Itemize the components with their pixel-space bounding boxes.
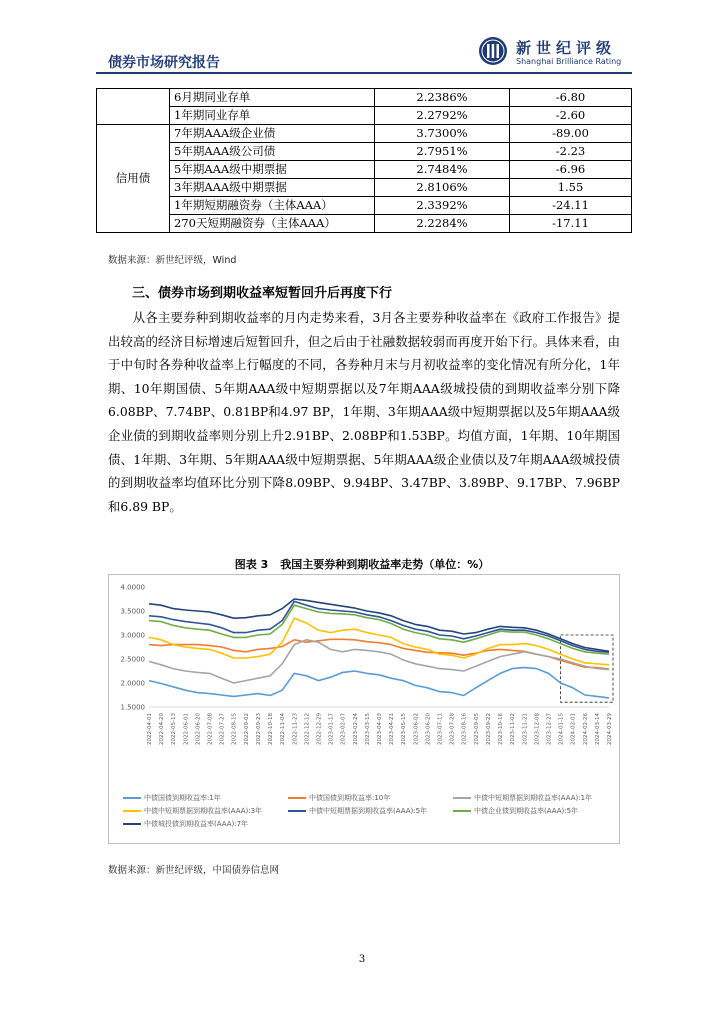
figure-caption (0, 556, 724, 572)
yield-change-cell: -2.23 (510, 143, 632, 161)
x-tick-label: 2024-02-26 (582, 713, 589, 745)
company-logo (478, 36, 628, 72)
bond-name-cell: 5年期AAA级中期票据 (170, 161, 375, 179)
bond-name-cell: 3年期AAA级中期票据 (170, 179, 375, 197)
table-row (97, 215, 632, 233)
yield-value-cell: 3.7300% (375, 125, 510, 143)
report-header-title: 债券市场研究报告 (108, 55, 220, 71)
bond-name-cell: 6月期同业存单 (170, 89, 375, 107)
bond-name-cell: 1年期同业存单 (170, 107, 375, 125)
x-tick-label: 2023-09-05 (473, 713, 480, 745)
legend-swatch (123, 797, 141, 799)
category-cell (97, 89, 170, 125)
x-tick-label: 2022-08-15 (231, 713, 238, 745)
x-tick-label: 2023-01-17 (328, 713, 335, 745)
x-tick-label: 2023-07-28 (449, 713, 456, 745)
legend-entry (453, 793, 592, 803)
bond-name-cell: 5年期AAA级公司债 (170, 143, 375, 161)
yield-value-cell: 2.7951% (375, 143, 510, 161)
x-tick-label: 2023-11-21 (522, 713, 529, 745)
x-tick-label: 2023-07-11 (437, 713, 444, 745)
legend-swatch (288, 810, 306, 812)
x-tick-label: 2023-05-15 (401, 713, 408, 745)
legend-label: 中债国债到期收益率:10年 (309, 794, 391, 802)
legend-label: 中债企业债到期收益率(AAA):5年 (474, 807, 579, 815)
y-tick-label: 1.5000 (120, 703, 145, 712)
legend-swatch (453, 797, 471, 799)
legend-label: 中债中短期票据到期收益率(AAA):1年 (474, 794, 593, 802)
x-tick-label: 2022-09-02 (243, 713, 250, 745)
logo-chinese-name: 新世纪评级 (516, 39, 617, 57)
figure-label: 图表 3 (234, 558, 269, 571)
x-tick-label: 2023-12-08 (534, 713, 541, 745)
yield-change-cell: -6.80 (510, 89, 632, 107)
legend-label: 中债国债到期收益率:1年 (144, 794, 221, 802)
y-tick-label: 3.0000 (120, 631, 145, 640)
yield-value-cell: 2.7484% (375, 161, 510, 179)
x-tick-label: 2023-03-15 (364, 713, 371, 745)
category-cell: 信用债 (97, 125, 170, 233)
section-heading: 三、债券市场到期收益率短暂回升后再度下行 (132, 286, 393, 301)
page-number: 3 (358, 954, 366, 965)
legend-entry (123, 819, 248, 829)
series-line (149, 668, 609, 698)
legend-swatch (288, 797, 306, 799)
x-tick-label: 2023-06-02 (413, 713, 420, 745)
legend-entry (453, 806, 578, 816)
legend-swatch (123, 823, 141, 825)
x-tick-label: 2022-11-23 (292, 713, 299, 745)
x-tick-label: 2022-05-13 (171, 713, 178, 745)
yield-table (96, 88, 632, 233)
legend-swatch (123, 810, 141, 812)
x-tick-label: 2024-03-29 (607, 713, 613, 745)
yield-value-cell: 2.2284% (375, 215, 510, 233)
legend-entry (288, 793, 390, 803)
table-row (97, 161, 632, 179)
table-row (97, 143, 632, 161)
legend-entry (123, 793, 221, 803)
yield-change-cell: -2.60 (510, 107, 632, 125)
yield-value-cell: 2.8106% (375, 179, 510, 197)
x-tick-label: 2024-01-15 (558, 713, 565, 745)
yield-change-cell: -24.11 (510, 197, 632, 215)
x-tick-label: 2023-11-02 (510, 713, 517, 745)
y-tick-label: 2.5000 (120, 655, 145, 664)
yield-value-cell: 2.2386% (375, 89, 510, 107)
legend-label: 中债中短期票据到期收益率(AAA):3年 (144, 807, 263, 815)
x-tick-label: 2022-10-18 (268, 713, 275, 745)
x-tick-label: 2024-03-14 (594, 713, 601, 745)
x-tick-label: 2023-02-24 (352, 713, 359, 745)
legend-swatch (453, 810, 471, 812)
table-data-source: 数据来源：新世纪评级，Wind (108, 255, 237, 266)
yield-change-cell: -17.11 (510, 215, 632, 233)
table-row (97, 89, 632, 107)
x-tick-label: 2023-09-22 (485, 713, 492, 745)
table-row (97, 179, 632, 197)
header-divider (96, 72, 632, 74)
table-row (97, 125, 632, 143)
yield-value-cell: 2.3392% (375, 197, 510, 215)
x-tick-label: 2023-10-16 (498, 713, 505, 745)
bond-name-cell: 7年期AAA级企业债 (170, 125, 375, 143)
x-tick-label: 2022-04-01 (147, 713, 153, 745)
series-line (149, 601, 609, 652)
x-tick-label: 2023-04-03 (377, 713, 383, 745)
x-tick-label: 2022-06-01 (183, 713, 190, 745)
yield-change-cell: -6.96 (510, 161, 632, 179)
table-row (97, 107, 632, 125)
brilliance-logo-icon (478, 36, 508, 66)
x-tick-label: 2024-02-01 (570, 713, 577, 745)
legend-label: 中债城投债到期收益率(AAA):7年 (144, 820, 249, 828)
x-tick-label: 2023-06-20 (425, 713, 432, 745)
x-tick-label: 2022-06-20 (195, 713, 202, 745)
x-tick-label: 2023-02-07 (340, 713, 347, 745)
table-row (97, 197, 632, 215)
yield-trend-chart (108, 574, 620, 844)
bond-name-cell: 270天短期融资券（主体AAA） (170, 215, 375, 233)
series-line (149, 618, 609, 665)
x-tick-label: 2022-11-04 (280, 713, 287, 745)
legend-entry (123, 806, 262, 816)
yield-change-cell: -89.00 (510, 125, 632, 143)
yield-value-cell: 2.2792% (375, 107, 510, 125)
y-tick-label: 4.0000 (120, 583, 145, 592)
body-paragraph: 从各主要券种到期收益率的月内走势来看，3月各主要券种收益率在《政府工作报告》提出较高的经济目标增速后短暂回升，但之后由于社融数据较弱而再度开始下行。具体来看，由于中旬时各券种收益率上行幅度的不同，各券种月末与月初收益率的变化情况有所分化，1年期、10年期国债、5年期AAA级中短期票据以及7年期AAA级城投债的到期收益率分别下降6.08BP、7.74BP、0.81BP和4.97 BP，1年期、3年期AAA级中短期票据以及5年期AAA级企业债的到期收益率则分别上升2.91BP、2.08BP和1.53BP。均值方面，1年期、10年期国债、1年期、3年期、5年期AAA级中短期票据、5年期AAA级企业债以及7年期AAA级城投债的到期收益率均值环比分别下降8.09BP、9.94BP、3.47BP、3.89BP、9.17BP、7.96BP和6.89 BP。 (108, 310, 620, 514)
bond-name-cell: 1年期短期融资券（主体AAA） (170, 197, 375, 215)
x-tick-label: 2022-07-08 (207, 713, 214, 745)
x-tick-label: 2023-04-21 (389, 713, 396, 745)
legend-entry (288, 806, 427, 816)
x-tick-label: 2023-08-16 (461, 713, 468, 745)
chart-data-source: 数据来源：新世纪评级，中国债券信息网 (108, 865, 280, 876)
logo-english-name: Shanghai Brilliance Rating (516, 57, 622, 66)
x-tick-label: 2022-09-23 (255, 713, 262, 745)
x-tick-label: 2023-12-27 (546, 713, 553, 745)
figure-title: 我国主要券种到期收益率走势（单位：%） (280, 558, 490, 571)
yield-change-cell: 1.55 (510, 179, 632, 197)
y-tick-label: 3.5000 (120, 607, 145, 616)
y-tick-label: 2.0000 (120, 679, 145, 688)
x-tick-label: 2022-04-20 (159, 713, 166, 745)
x-tick-label: 2022-07-27 (219, 713, 226, 745)
legend-label: 中债中短期票据到期收益率(AAA):5年 (309, 807, 428, 815)
x-tick-label: 2022-12-29 (316, 713, 323, 745)
x-tick-label: 2022-12-12 (304, 713, 311, 745)
